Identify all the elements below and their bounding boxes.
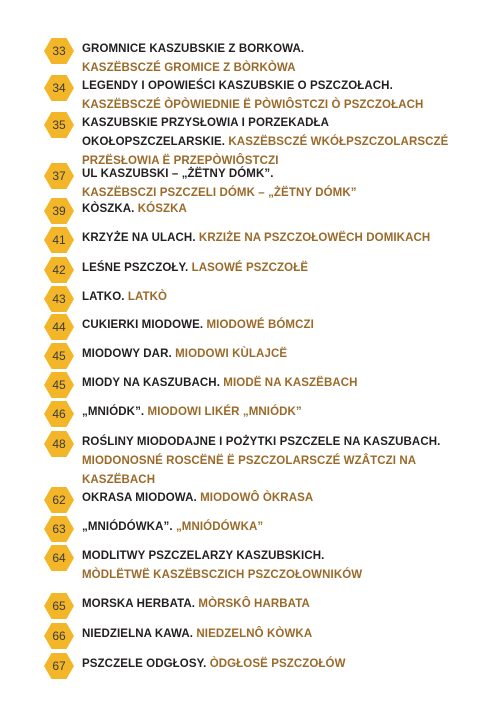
page-number: 34 bbox=[52, 81, 66, 95]
polish-title: „MNIÓDK”. bbox=[82, 406, 145, 418]
kashubian-title: MÒDLËTWË KASZËBSCZICH PSZCZOŁOWNIKÓW bbox=[82, 569, 363, 581]
page-number: 41 bbox=[52, 233, 66, 247]
polish-title: KRZYŻE NA ULACH. bbox=[82, 232, 196, 244]
kashubian-title: MIODONOSNÉ ROSCËNË Ë PSZCZOLARSCZÉ WZÂTCZI NA KASZËBACH bbox=[82, 455, 416, 486]
kashubian-title: MIODË NA KASZËBACH bbox=[223, 377, 358, 389]
polish-title: MODLITWY PSZCZELARZY KASZUBSKICH. bbox=[82, 550, 325, 562]
page-number: 44 bbox=[52, 320, 66, 334]
polish-title: GROMNICE KASZUBSKIE Z BORKOWA. bbox=[82, 43, 305, 55]
kashubian-title: ÒDGŁOSË PSZCZOŁÓW bbox=[209, 658, 346, 670]
polish-title: UL KASZUBSKI – „ŻËTNY DÓMK”. bbox=[82, 168, 274, 180]
kashubian-title: „MNIÓDÓWKA” bbox=[175, 521, 264, 533]
page-number: 43 bbox=[52, 292, 66, 306]
page-number: 48 bbox=[52, 437, 66, 451]
kashubian-title: KASZËBSCZÉ ÒPÒWIEDNIE Ë PÒWIÔSTCZI Ò PSZCZOŁACH bbox=[82, 99, 424, 111]
polish-title: ROŚLINY MIODODAJNE I POŻYTKI PSZCZELE NA KASZUBACH. bbox=[82, 436, 441, 448]
page-number: 62 bbox=[52, 493, 66, 507]
polish-title: KÒSZKA. bbox=[82, 203, 135, 215]
kashubian-title: KASZËBSCZÉ GROMICE Z BÒRKÒWA bbox=[82, 62, 296, 74]
kashubian-title: MIODOWÉ BÓMCZI bbox=[206, 319, 314, 331]
polish-title: KASZUBSKIE PRZYSŁOWIA I PORZEKADŁA OKOŁOPSZCZELARSKIE. bbox=[82, 117, 329, 148]
kashubian-title: NIEDZELNÔ KÒWKA bbox=[196, 628, 313, 640]
kashubian-title: LATKÒ bbox=[127, 291, 168, 303]
page-number: 67 bbox=[52, 659, 66, 673]
kashubian-title: KASZËBSCZÉ WKÓŁPSZCZOLARSCZÉ PRZËSŁOWIA Ë PRZEPÒWIÔSTCZI bbox=[82, 136, 449, 167]
kashubian-title: LASOWÉ PSZCZOŁË bbox=[191, 262, 309, 274]
polish-title: NIEDZIELNA KAWA. bbox=[82, 628, 194, 640]
page-number: 42 bbox=[52, 263, 66, 277]
polish-title: MORSKA HERBATA. bbox=[82, 598, 196, 610]
page-number: 45 bbox=[52, 349, 66, 363]
polish-title: CUKIERKI MIODOWE. bbox=[82, 319, 204, 331]
kashubian-title: KASZËBSCZI PSZCZELI DÓMK – „ŻËTNY DÓMK” bbox=[82, 187, 357, 199]
page-number: 45 bbox=[52, 378, 66, 392]
kashubian-title: MIODOWI LIKÉR „MNIÓDK” bbox=[147, 406, 302, 418]
polish-title: LATKO. bbox=[82, 291, 125, 303]
page-number: 64 bbox=[52, 551, 66, 565]
page-number: 63 bbox=[52, 522, 66, 536]
page-number: 37 bbox=[52, 169, 66, 183]
page-number: 46 bbox=[52, 407, 66, 421]
page-number: 35 bbox=[52, 118, 66, 132]
page-number: 33 bbox=[52, 44, 66, 58]
kashubian-title: MÒRSKÔ HARBATA bbox=[198, 598, 310, 610]
polish-title: LEGENDY I OPOWIEŚCI KASZUBSKIE O PSZCZOŁACH. bbox=[82, 80, 393, 92]
kashubian-title: MIODOWI KÙLAJCË bbox=[175, 348, 288, 360]
polish-title: OKRASA MIODOWA. bbox=[82, 492, 197, 504]
page-number: 65 bbox=[52, 599, 66, 613]
kashubian-title: MIODOWÔ ÒKRASA bbox=[200, 492, 314, 504]
page-number: 66 bbox=[52, 629, 66, 643]
polish-title: „MNIÓDÓWKA”. bbox=[82, 521, 173, 533]
polish-title: PSZCZELE ODGŁOSY. bbox=[82, 658, 207, 670]
kashubian-title: KÓSZKA bbox=[137, 203, 187, 215]
polish-title: LEŚNE PSZCZOŁY. bbox=[82, 262, 189, 274]
polish-title: MIODOWY DAR. bbox=[82, 348, 172, 360]
polish-title: MIODY NA KASZUBACH. bbox=[82, 377, 220, 389]
kashubian-title: KRZIŻE NA PSZCZOŁOWËCH DOMIKACH bbox=[198, 232, 431, 244]
page-number: 39 bbox=[52, 204, 66, 218]
